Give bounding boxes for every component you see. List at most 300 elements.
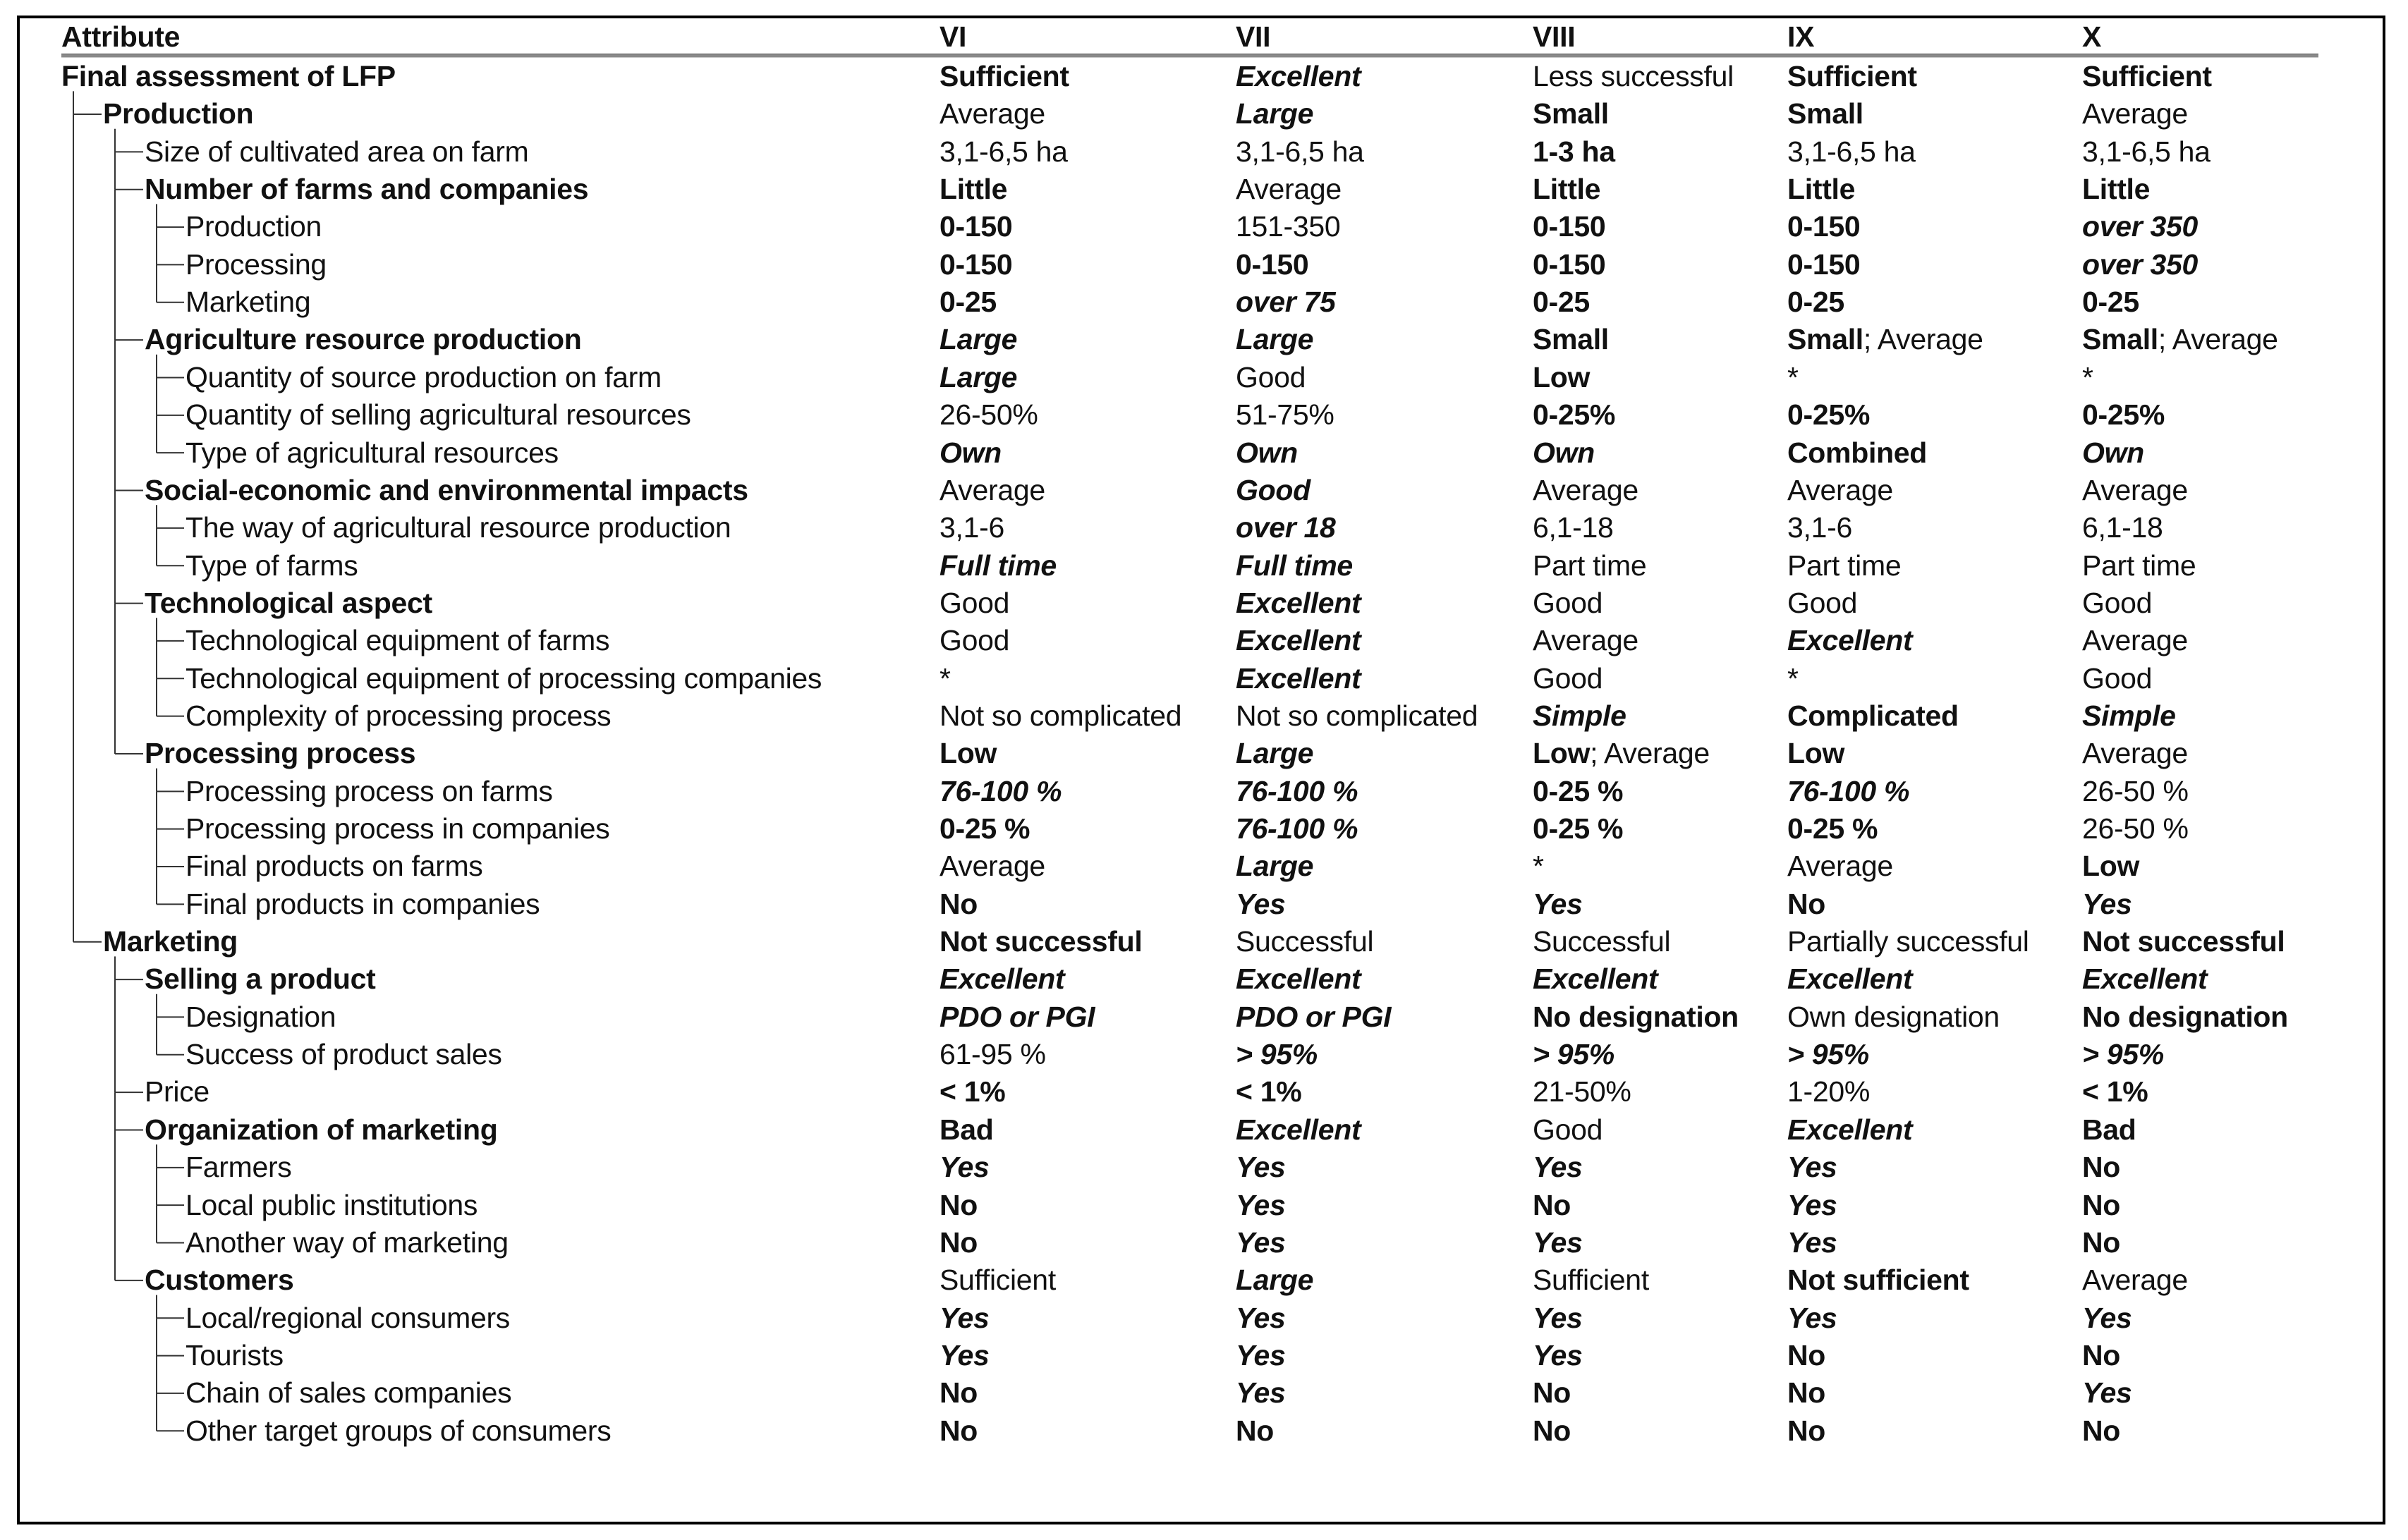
value-text: 51-75% bbox=[1236, 398, 1334, 432]
value-cell bbox=[1787, 1224, 1837, 1261]
value-cell bbox=[2082, 697, 2176, 735]
value-text: Bad bbox=[2082, 1113, 2136, 1146]
value-text: 21-50% bbox=[1533, 1075, 1631, 1108]
attribute-label: Quantity of selling agricultural resources bbox=[186, 398, 691, 432]
table-row bbox=[0, 886, 2408, 923]
table-row bbox=[0, 960, 2408, 998]
value-text: over 18 bbox=[1236, 511, 1336, 544]
value-text: 76-100 % bbox=[1236, 812, 1358, 845]
table-row bbox=[0, 773, 2408, 810]
value-cell bbox=[940, 1337, 990, 1374]
value-cell bbox=[1533, 1149, 1583, 1186]
value-text: Combined bbox=[1787, 436, 1928, 469]
value-cell bbox=[1236, 95, 1313, 133]
column-header-vi: VI bbox=[940, 20, 967, 53]
value-text: Excellent bbox=[1533, 963, 1658, 996]
value-text: over 350 bbox=[2082, 248, 2199, 281]
value-text: Yes bbox=[1533, 1338, 1583, 1371]
value-cell bbox=[1236, 547, 1353, 585]
value-cell bbox=[1787, 1261, 1969, 1299]
value-text: 0-25 % bbox=[1787, 812, 1878, 845]
value-cell bbox=[2082, 1224, 2120, 1261]
value-cell bbox=[1236, 1073, 1301, 1111]
value-text: Average bbox=[1533, 624, 1638, 657]
value-cell bbox=[1533, 773, 1623, 810]
value-cell bbox=[2082, 960, 2207, 998]
value-cell bbox=[1533, 246, 1605, 283]
value-text: > 95% bbox=[1533, 1038, 1615, 1071]
value-text: Good bbox=[1533, 1113, 1603, 1146]
value-cell bbox=[1533, 1224, 1583, 1261]
value-cell bbox=[1236, 585, 1361, 622]
value-cell bbox=[940, 434, 1002, 472]
value-cell bbox=[2082, 208, 2198, 245]
value-text: Good bbox=[1533, 661, 1603, 695]
value-text: Large bbox=[1236, 323, 1314, 356]
header-row bbox=[0, 18, 2408, 56]
value-cell bbox=[1236, 810, 1358, 848]
value-cell bbox=[940, 1374, 978, 1412]
value-text: Average bbox=[2082, 473, 2188, 506]
table-row bbox=[0, 1149, 2408, 1186]
value-cell bbox=[940, 1261, 1056, 1299]
value-cell bbox=[1787, 773, 1909, 810]
attribute-label: Price bbox=[145, 1075, 209, 1108]
value-cell bbox=[2082, 735, 2188, 772]
table-row bbox=[0, 735, 2408, 772]
value-cell bbox=[1236, 246, 1308, 283]
attribute-label: Local/regional consumers bbox=[186, 1301, 510, 1334]
value-text: Excellent bbox=[1787, 1113, 1913, 1146]
attribute-label: Processing process bbox=[145, 737, 416, 770]
value-cell bbox=[1787, 960, 1912, 998]
table-row bbox=[0, 133, 2408, 171]
value-text: Not sufficient bbox=[1787, 1264, 1969, 1297]
table-row bbox=[0, 998, 2408, 1036]
value-cell bbox=[940, 697, 1181, 735]
value-cell bbox=[2082, 660, 2152, 697]
value-cell bbox=[940, 585, 1009, 622]
value-cell bbox=[1236, 735, 1313, 772]
value-text: 151-350 bbox=[1236, 210, 1341, 243]
value-cell bbox=[940, 1412, 978, 1450]
value-cell bbox=[1533, 208, 1605, 245]
value-text: Excellent bbox=[1787, 963, 1913, 996]
value-text: Large bbox=[1236, 97, 1314, 130]
value-text: 0-25% bbox=[1787, 398, 1871, 432]
value-text: No bbox=[940, 1188, 978, 1221]
value-text: Average bbox=[940, 473, 1045, 506]
table-row bbox=[0, 622, 2408, 659]
value-text: Yes bbox=[1236, 1301, 1286, 1334]
value-text: Low bbox=[940, 737, 997, 770]
value-cell bbox=[1236, 283, 1336, 321]
value-cell bbox=[1236, 359, 1306, 396]
value-cell bbox=[2082, 622, 2188, 659]
value-text: No bbox=[940, 1376, 978, 1410]
value-cell bbox=[1787, 1149, 1837, 1186]
value-cell bbox=[940, 321, 1017, 358]
value-text: > 95% bbox=[1787, 1038, 1869, 1071]
value-text: Yes bbox=[1787, 1188, 1837, 1221]
value-text: Excellent bbox=[940, 963, 1065, 996]
value-cell bbox=[1236, 848, 1313, 885]
value-cell bbox=[940, 1224, 978, 1261]
value-text: 3,1-6,5 ha bbox=[2082, 135, 2211, 168]
table-row bbox=[0, 1073, 2408, 1111]
value-cell bbox=[1787, 359, 1799, 396]
value-cell bbox=[1533, 998, 1739, 1036]
value-text: No bbox=[1533, 1188, 1571, 1221]
attribute-label: Processing process on farms bbox=[186, 774, 553, 807]
value-cell bbox=[940, 58, 1069, 95]
value-text: < 1% bbox=[2082, 1075, 2148, 1108]
table-row bbox=[0, 547, 2408, 585]
attribute-label: Processing bbox=[186, 248, 327, 281]
value-text: Yes bbox=[1533, 887, 1583, 920]
value-text: No bbox=[2082, 1338, 2121, 1371]
value-cell bbox=[2082, 1300, 2132, 1337]
value-cell bbox=[1533, 509, 1613, 546]
attribute-label: Another way of marketing bbox=[186, 1226, 509, 1259]
value-text: 26-50 % bbox=[2082, 812, 2189, 845]
table-row bbox=[0, 472, 2408, 509]
column-header-ix: IX bbox=[1787, 20, 1815, 53]
value-text: Excellent bbox=[2082, 963, 2208, 996]
attribute-label: Type of farms bbox=[186, 549, 358, 582]
value-cell bbox=[2082, 1187, 2120, 1224]
value-cell bbox=[940, 547, 1057, 585]
value-text: < 1% bbox=[1236, 1075, 1302, 1108]
attribute-label: Production bbox=[186, 210, 322, 243]
value-cell bbox=[940, 773, 1062, 810]
value-text: Sufficient bbox=[1787, 60, 1917, 92]
value-cell bbox=[1236, 321, 1313, 358]
value-text: Yes bbox=[1236, 1151, 1286, 1184]
attribute-label: Technological equipment of farms bbox=[186, 624, 610, 657]
attribute-label: Processing process in companies bbox=[186, 812, 610, 845]
attribute-label: Final products in companies bbox=[186, 887, 540, 920]
value-cell bbox=[1236, 1261, 1313, 1299]
value-text: 26-50% bbox=[940, 398, 1038, 432]
value-cell bbox=[1236, 1149, 1286, 1186]
table-row bbox=[0, 1224, 2408, 1261]
table-row bbox=[0, 585, 2408, 622]
table-row bbox=[0, 171, 2408, 208]
value-cell bbox=[1236, 1224, 1286, 1261]
value-text: Little bbox=[1787, 173, 1856, 206]
value-text: Yes bbox=[1533, 1226, 1583, 1259]
value-cell bbox=[2082, 359, 2093, 396]
value-cell bbox=[1236, 58, 1361, 95]
value-cell bbox=[1533, 283, 1590, 321]
value-cell bbox=[1787, 848, 1893, 885]
value-cell bbox=[1787, 208, 1860, 245]
value-cell bbox=[2082, 1149, 2120, 1186]
value-cell bbox=[940, 171, 1007, 208]
value-text: Small bbox=[1533, 323, 1609, 356]
value-cell bbox=[940, 1111, 994, 1149]
value-text: * bbox=[1533, 850, 1544, 883]
value-text: Not successful bbox=[940, 925, 1143, 958]
value-cell bbox=[2082, 283, 2139, 321]
value-cell bbox=[1236, 1374, 1286, 1412]
value-text: < 1% bbox=[940, 1075, 1006, 1108]
value-cell bbox=[940, 923, 1142, 960]
value-cell bbox=[1236, 1111, 1361, 1149]
value-text: PDO or PGI bbox=[940, 1000, 1095, 1033]
value-text: 61-95 % bbox=[940, 1038, 1046, 1071]
value-cell bbox=[940, 1149, 990, 1186]
table-row bbox=[0, 1337, 2408, 1374]
value-cell bbox=[1787, 1412, 1825, 1450]
value-cell bbox=[1787, 396, 1870, 434]
value-cell bbox=[1787, 697, 1959, 735]
value-cell bbox=[940, 472, 1045, 509]
value-text: 76-100 % bbox=[1236, 774, 1358, 807]
value-cell bbox=[1533, 1187, 1571, 1224]
table-row bbox=[0, 660, 2408, 697]
value-cell bbox=[1787, 1036, 1869, 1073]
value-cell bbox=[940, 1073, 1005, 1111]
value-cell bbox=[1787, 998, 2000, 1036]
value-text: Sufficient bbox=[2082, 60, 2212, 92]
value-cell bbox=[1787, 246, 1860, 283]
value-cell bbox=[1787, 472, 1893, 509]
value-cell bbox=[1533, 848, 1544, 885]
value-text: Average bbox=[1236, 173, 1342, 206]
value-cell bbox=[940, 960, 1064, 998]
value-text: Simple bbox=[1533, 699, 1626, 732]
value-text: 0-150 bbox=[940, 210, 1013, 243]
value-text: Bad bbox=[940, 1113, 994, 1146]
value-text: Good bbox=[940, 586, 1010, 619]
value-text: Yes bbox=[2082, 1301, 2132, 1334]
value-text: No bbox=[940, 1226, 978, 1259]
value-cell bbox=[1533, 359, 1590, 396]
value-cell bbox=[1787, 133, 1916, 171]
value-text: Yes bbox=[940, 1301, 990, 1334]
value-cell bbox=[1236, 1036, 1318, 1073]
attribute-label: The way of agricultural resource production bbox=[186, 511, 731, 544]
value-text: Average bbox=[2082, 624, 2188, 657]
value-text: Successful bbox=[1236, 925, 1374, 958]
value-text: Good bbox=[1236, 360, 1306, 393]
value-text: Simple bbox=[2082, 699, 2176, 732]
value-text: Yes bbox=[1236, 1338, 1286, 1371]
value-text: Average bbox=[1787, 850, 1893, 883]
value-text: 0-150 bbox=[1236, 248, 1309, 281]
value-cell bbox=[940, 95, 1045, 133]
value-text: Yes bbox=[1236, 887, 1286, 920]
value-text: Not successful bbox=[2082, 925, 2285, 958]
column-header-viii: VIII bbox=[1533, 20, 1576, 53]
attribute-label: Social-economic and environmental impacts bbox=[145, 473, 748, 506]
attribute-label: Agriculture resource production bbox=[145, 323, 582, 356]
value-text: Excellent bbox=[1236, 661, 1361, 695]
value-text: 0-150 bbox=[940, 248, 1013, 281]
value-cell bbox=[1533, 1374, 1571, 1412]
attribute-label: Designation bbox=[186, 1000, 336, 1033]
value-text: Full time bbox=[940, 549, 1057, 582]
value-cell bbox=[1533, 133, 1615, 171]
attribute-label: Local public institutions bbox=[186, 1188, 478, 1221]
value-cell bbox=[1533, 735, 1710, 772]
attribute-label: Production bbox=[103, 97, 254, 130]
value-text: 6,1-18 bbox=[2082, 511, 2163, 544]
value-cell bbox=[2082, 1073, 2148, 1111]
value-cell bbox=[1533, 810, 1623, 848]
value-cell bbox=[1787, 509, 1852, 546]
value-cell bbox=[2082, 133, 2211, 171]
value-text: Yes bbox=[1787, 1301, 1837, 1334]
value-text: Yes bbox=[940, 1151, 990, 1184]
value-text: Yes bbox=[1787, 1151, 1837, 1184]
value-cell bbox=[940, 622, 1009, 659]
value-cell bbox=[940, 133, 1068, 171]
value-text: Partially successful bbox=[1787, 925, 2029, 958]
table-row bbox=[0, 810, 2408, 848]
attribute-label: Success of product sales bbox=[186, 1038, 502, 1071]
value-cell bbox=[940, 1300, 990, 1337]
value-text: No bbox=[940, 1414, 978, 1447]
value-cell bbox=[1236, 886, 1286, 923]
value-text: Good bbox=[940, 624, 1010, 657]
value-cell bbox=[1787, 660, 1799, 697]
table-row bbox=[0, 697, 2408, 735]
value-text: No bbox=[2082, 1414, 2121, 1447]
value-cell bbox=[1787, 1073, 1870, 1111]
value-text: Sufficient bbox=[940, 1264, 1056, 1297]
value-cell bbox=[2082, 58, 2212, 95]
value-cell bbox=[1787, 1374, 1825, 1412]
value-text: Successful bbox=[1533, 925, 1671, 958]
value-cell bbox=[1787, 58, 1917, 95]
value-cell bbox=[2082, 1374, 2132, 1412]
value-text: 1-20% bbox=[1787, 1075, 1871, 1108]
attribute-label: Farmers bbox=[186, 1151, 292, 1184]
value-text: Low bbox=[1533, 737, 1591, 770]
value-cell bbox=[2082, 886, 2132, 923]
value-text: 0-25 bbox=[2082, 286, 2139, 319]
value-text: Own bbox=[2082, 436, 2144, 469]
value-text: 3,1-6,5 ha bbox=[1787, 135, 1916, 168]
value-suffix: ; Average bbox=[1863, 323, 1983, 356]
value-cell bbox=[1787, 923, 2029, 960]
attribute-label: Size of cultivated area on farm bbox=[145, 135, 529, 168]
value-cell bbox=[1236, 923, 1373, 960]
value-cell bbox=[2082, 848, 2139, 885]
value-text: Excellent bbox=[1787, 624, 1913, 657]
value-text: Large bbox=[940, 360, 1018, 393]
value-cell bbox=[2082, 434, 2144, 472]
value-text: No bbox=[2082, 1226, 2121, 1259]
value-text: Large bbox=[1236, 1264, 1314, 1297]
value-text: 76-100 % bbox=[1787, 774, 1910, 807]
value-text: * bbox=[940, 661, 951, 695]
value-cell bbox=[940, 246, 1012, 283]
value-cell bbox=[2082, 1337, 2120, 1374]
attribute-label: Marketing bbox=[103, 925, 238, 958]
value-text: Excellent bbox=[1236, 60, 1361, 92]
value-text: PDO or PGI bbox=[1236, 1000, 1392, 1033]
attribute-label: Final products on farms bbox=[186, 850, 483, 883]
value-cell bbox=[1787, 735, 1844, 772]
attribute-label: Other target groups of consumers bbox=[186, 1414, 612, 1447]
value-text: No bbox=[1787, 1376, 1826, 1410]
value-cell bbox=[1787, 321, 1983, 358]
value-text: 0-25 % bbox=[940, 812, 1030, 845]
value-text: Sufficient bbox=[940, 60, 1069, 92]
table-row bbox=[0, 1261, 2408, 1299]
value-cell bbox=[2082, 472, 2188, 509]
value-text: 0-150 bbox=[1533, 210, 1606, 243]
value-text: 0-25 bbox=[1533, 286, 1590, 319]
value-text: Yes bbox=[1236, 1226, 1286, 1259]
value-cell bbox=[1236, 1337, 1286, 1374]
value-cell bbox=[1236, 960, 1361, 998]
value-text: Sufficient bbox=[1533, 1264, 1649, 1297]
value-cell bbox=[940, 509, 1004, 546]
value-text: Average bbox=[2082, 1264, 2188, 1297]
attribute-label: Technological aspect bbox=[145, 586, 432, 619]
value-cell bbox=[2082, 810, 2189, 848]
table-row bbox=[0, 58, 2408, 95]
value-cell bbox=[1787, 1300, 1837, 1337]
value-text: Low bbox=[2082, 850, 2140, 883]
value-cell bbox=[1533, 1337, 1583, 1374]
value-cell bbox=[1787, 547, 1901, 585]
value-text: Average bbox=[1533, 473, 1638, 506]
value-cell bbox=[2082, 923, 2285, 960]
value-cell bbox=[1787, 1187, 1837, 1224]
value-cell bbox=[1533, 396, 1615, 434]
value-text: 3,1-6,5 ha bbox=[940, 135, 1068, 168]
value-text: Good bbox=[1236, 473, 1311, 506]
value-cell bbox=[940, 810, 1030, 848]
value-cell bbox=[2082, 246, 2198, 283]
value-cell bbox=[2082, 1261, 2188, 1299]
attribute-label: Organization of marketing bbox=[145, 1113, 498, 1146]
value-cell bbox=[1533, 923, 1670, 960]
value-cell bbox=[940, 283, 997, 321]
value-text: Part time bbox=[2082, 549, 2196, 582]
value-text: * bbox=[1787, 360, 1799, 393]
value-text: Large bbox=[940, 323, 1018, 356]
table-row bbox=[0, 848, 2408, 885]
value-text: Large bbox=[1236, 737, 1314, 770]
value-text: * bbox=[1787, 661, 1799, 695]
value-cell bbox=[940, 848, 1045, 885]
value-text: Excellent bbox=[1236, 1113, 1361, 1146]
attribute-label: Chain of sales companies bbox=[186, 1376, 512, 1410]
value-text: 6,1-18 bbox=[1533, 511, 1614, 544]
value-text: Own bbox=[1533, 436, 1595, 469]
value-cell bbox=[1236, 697, 1478, 735]
value-text: Small bbox=[1533, 97, 1609, 130]
value-cell bbox=[1533, 434, 1595, 472]
value-cell bbox=[1533, 697, 1626, 735]
value-cell bbox=[1787, 622, 1912, 659]
value-text: 0-150 bbox=[1787, 248, 1861, 281]
value-cell bbox=[1787, 283, 1844, 321]
value-text: 1-3 ha bbox=[1533, 135, 1615, 168]
value-text: > 95% bbox=[2082, 1038, 2164, 1071]
value-text: Yes bbox=[2082, 1376, 2132, 1410]
value-text: Small bbox=[1787, 323, 1863, 356]
value-text: No bbox=[1236, 1414, 1275, 1447]
value-text: Low bbox=[1787, 737, 1845, 770]
